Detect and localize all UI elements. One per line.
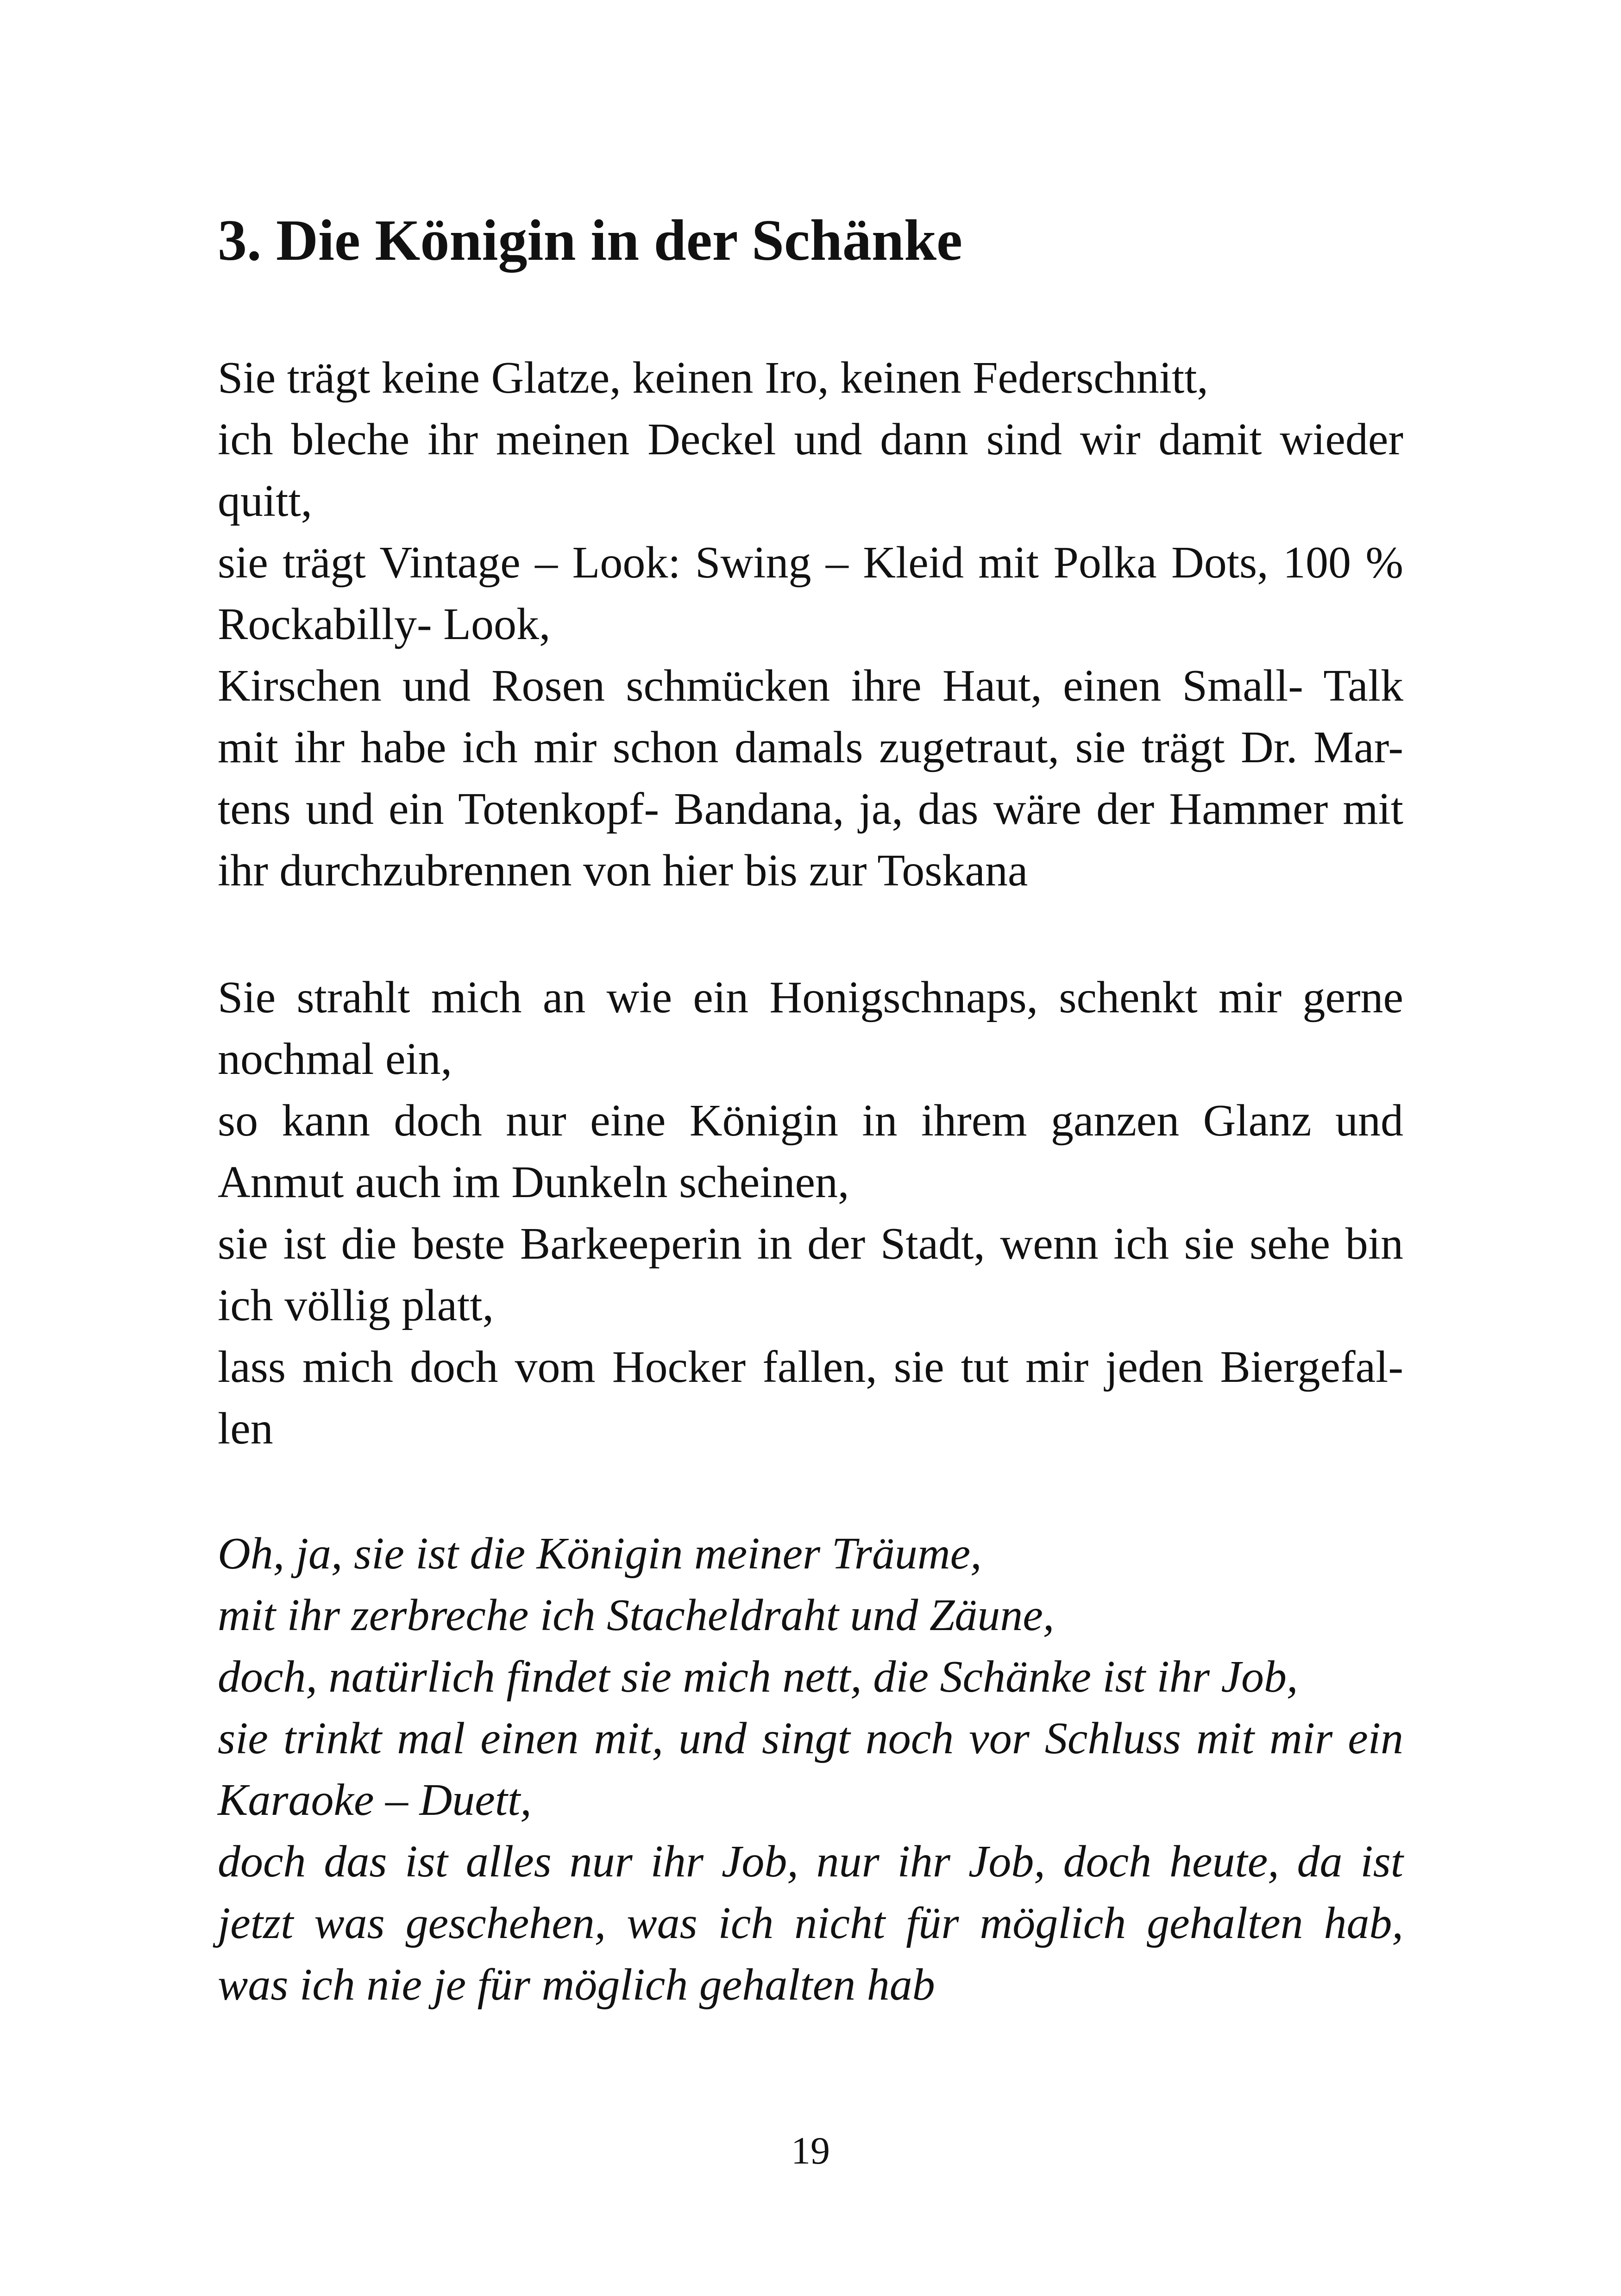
stanza-1 (218, 347, 1403, 902)
text-line: sie trinkt mal einen mit, und singt noch vor Schluss mit mir ein (218, 1713, 1403, 1763)
text-line: lass mich doch vom Hocker fallen, sie tut mir jeden Biergefal- (218, 1342, 1403, 1392)
stanza-3-refrain (218, 1523, 1403, 2016)
page-number: 19 (791, 2129, 830, 2172)
text-line: Karaoke – Duett, (218, 1775, 532, 1825)
chapter-title: 3. Die Königin in der Schänke (218, 208, 962, 273)
text-line: mit ihr habe ich mir schon damals zugetraut, sie trägt Dr. Mar- (218, 722, 1403, 772)
text-line: len (218, 1404, 273, 1454)
text-line: tens und ein Totenkopf- Bandana, ja, das wäre der Hammer mit (218, 784, 1403, 834)
text-line: Kirschen und Rosen schmücken ihre Haut, einen Small- Talk (218, 661, 1403, 711)
text-line: sie trägt Vintage – Look: Swing – Kleid mit Polka Dots, 100 % (218, 538, 1403, 588)
text-line: was ich nie je für möglich gehalten hab (218, 1960, 935, 2010)
text-line: mit ihr zerbreche ich Stacheldraht und Zäune, (218, 1590, 1055, 1640)
text-line: jetzt was geschehen, was ich nicht für möglich gehalten hab, (218, 1898, 1403, 1948)
text-line: ich bleche ihr meinen Deckel und dann sind wir damit wieder (218, 414, 1403, 464)
text-line: so kann doch nur eine Königin in ihrem ganzen Glanz und (218, 1096, 1403, 1146)
text-line: ich völlig platt, (218, 1280, 494, 1330)
text-line: Sie trägt keine Glatze, keinen Iro, keinen Federschnitt, (218, 353, 1208, 403)
text-line: quitt, (218, 476, 313, 526)
text-line: Sie strahlt mich an wie ein Honigschnaps, schenkt mir gerne (218, 972, 1403, 1023)
text-line: doch, natürlich findet sie mich nett, die Schänke ist ihr Job, (218, 1652, 1298, 1702)
text-line: Oh, ja, sie ist die Königin meiner Träume, (218, 1529, 982, 1579)
text-line: nochmal ein, (218, 1034, 452, 1084)
text-line: Rockabilly- Look, (218, 599, 551, 649)
text-line: ihr durchzubrennen von hier bis zur Toskana (218, 846, 1028, 896)
text-line: doch das ist alles nur ihr Job, nur ihr Job, doch heute, da ist (218, 1837, 1403, 1887)
text-line: Anmut auch im Dunkeln scheinen, (218, 1157, 849, 1207)
text-line: sie ist die beste Barkeeperin in der Stadt, wenn ich sie sehe bin (218, 1219, 1403, 1269)
stanza-2 (218, 967, 1403, 1460)
